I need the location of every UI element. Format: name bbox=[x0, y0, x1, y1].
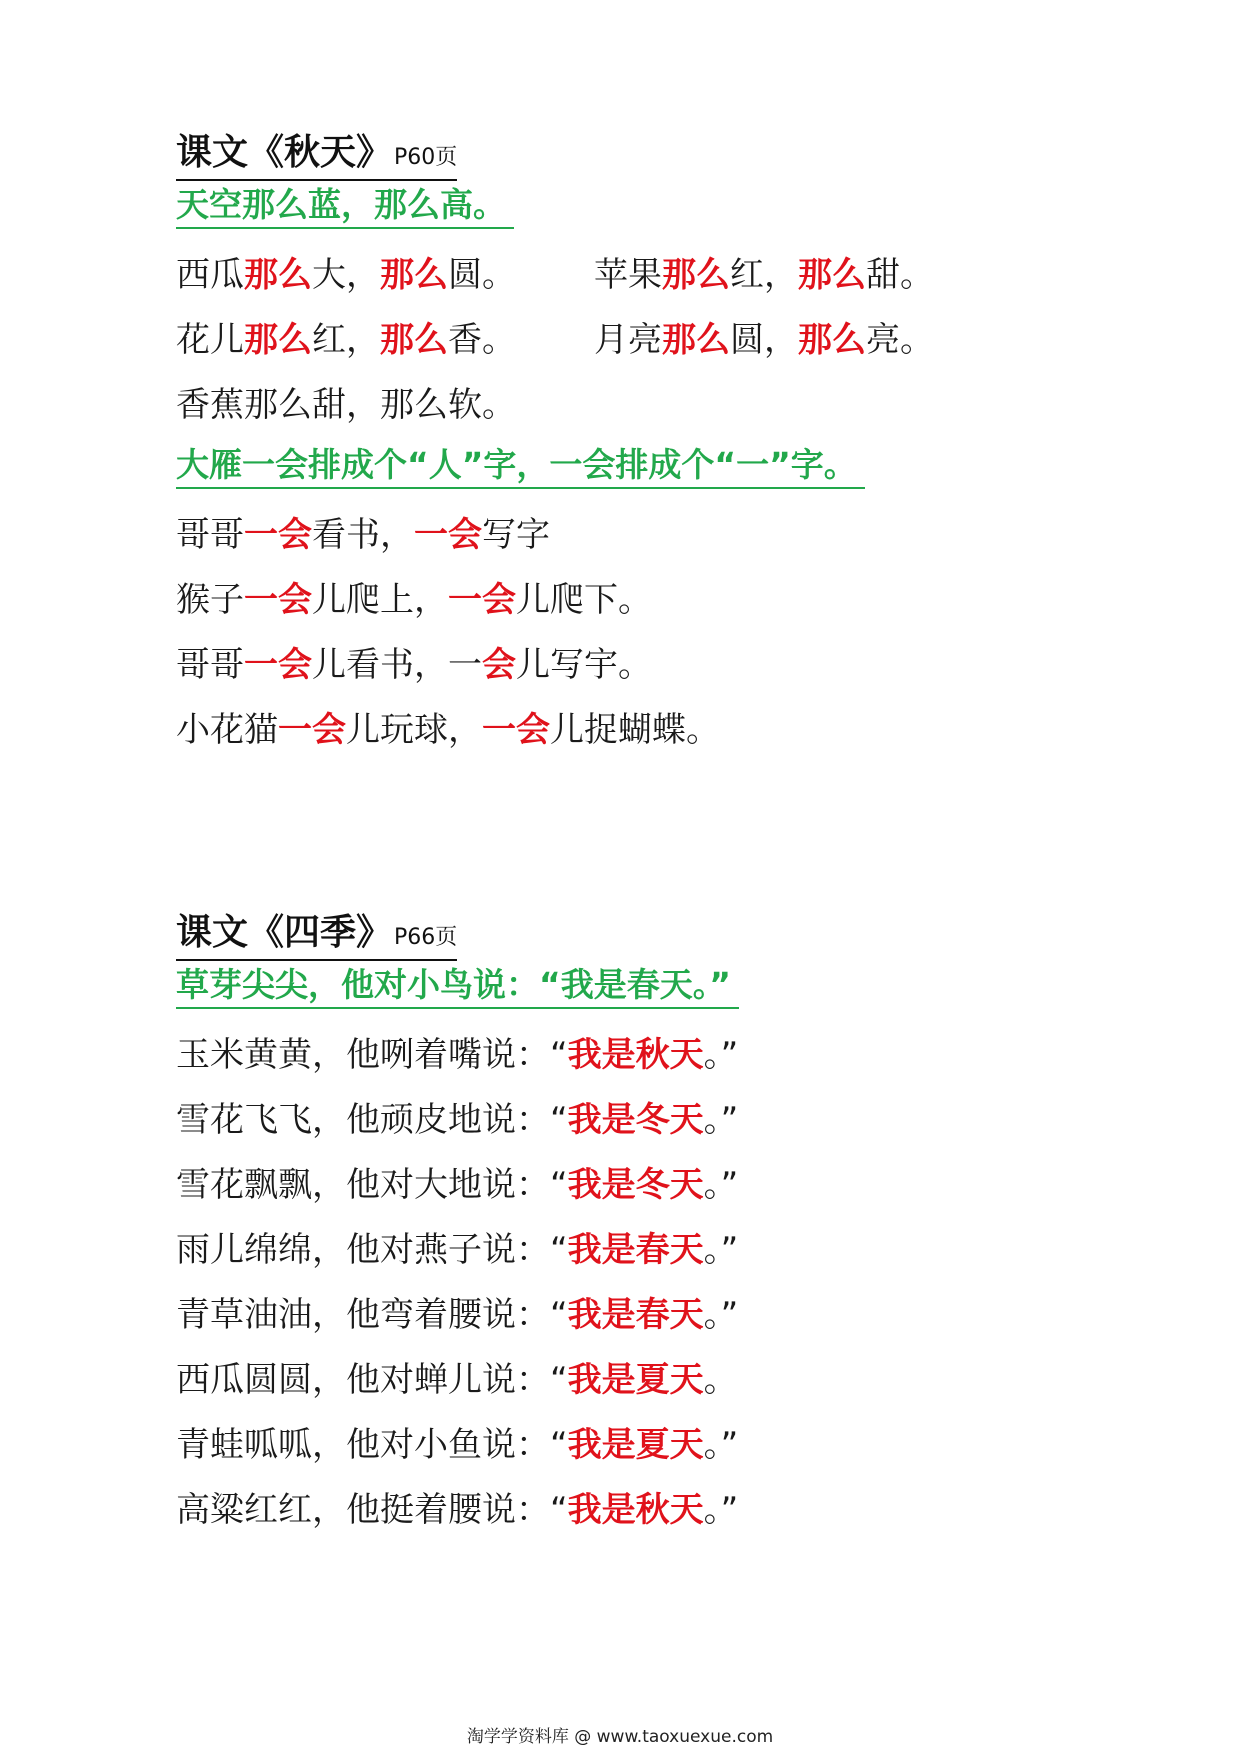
key-sentence-row bbox=[176, 178, 1176, 243]
example-left: 西瓜那么大，那么圆。 bbox=[176, 255, 516, 295]
example-line: 青蛙呱呱，他对小鱼说：“我是夏天。” bbox=[176, 1425, 739, 1465]
key-sentence: 天空那么蓝，那么高。 bbox=[176, 183, 514, 229]
lesson-heading bbox=[176, 132, 1176, 178]
example-line: 西瓜圆圆，他对蝉儿说：“我是夏天。 bbox=[176, 1360, 738, 1400]
example-line: 雪花飞飞，他顽皮地说：“我是冬天。” bbox=[176, 1100, 739, 1140]
key-sentence-row bbox=[176, 438, 1176, 503]
example-line: 玉米黄黄，他咧着嘴说：“我是秋天。” bbox=[176, 1035, 739, 1075]
example-left: 花儿那么红，那么香。 bbox=[176, 320, 516, 360]
example-line: 雨儿绵绵，他对燕子说：“我是春天。” bbox=[176, 1230, 739, 1270]
example-line: 哥哥一会看书，一会写字 bbox=[176, 515, 550, 555]
example-line: 猴子一会儿爬上，一会儿爬下。 bbox=[176, 580, 652, 620]
lesson-heading bbox=[176, 912, 1176, 958]
key-sentence: 草芽尖尖，他对小鸟说：“我是春天。” bbox=[176, 963, 739, 1009]
lesson-autumn bbox=[176, 132, 1176, 763]
example-right: 苹果那么红，那么甜。 bbox=[594, 255, 934, 295]
page-footer: 淘学学资料库 @ www.taoxuexue.com bbox=[466, 1727, 774, 1747]
lesson-four-seasons bbox=[176, 912, 1176, 1543]
example-line bbox=[176, 243, 1176, 308]
example-line bbox=[176, 308, 1176, 373]
key-sentence: 大雁一会排成个“人”字，一会排成个“一”字。 bbox=[176, 443, 865, 489]
lesson-title: 课文《秋天》P60页 bbox=[176, 132, 457, 181]
example-line: 哥哥一会儿看书，一会儿写宇。 bbox=[176, 645, 652, 685]
key-sentence-row bbox=[176, 958, 1176, 1023]
example-line: 青草油油，他弯着腰说：“我是春天。” bbox=[176, 1295, 739, 1335]
lesson-title: 课文《四季》P66页 bbox=[176, 912, 457, 961]
example-line: 雪花飘飘，他对大地说：“我是冬天。” bbox=[176, 1165, 739, 1205]
page-reference: P60页 bbox=[394, 145, 458, 170]
example-line: 香蕉那么甜，那么软。 bbox=[176, 385, 516, 425]
example-line: 小花猫一会儿玩球，一会儿捉蝴蝶。 bbox=[176, 710, 720, 750]
example-right: 月亮那么圆，那么亮。 bbox=[594, 320, 934, 360]
example-line: 高粱红红，他挺着腰说：“我是秋天。” bbox=[176, 1490, 739, 1530]
page-reference: P66页 bbox=[394, 925, 458, 950]
